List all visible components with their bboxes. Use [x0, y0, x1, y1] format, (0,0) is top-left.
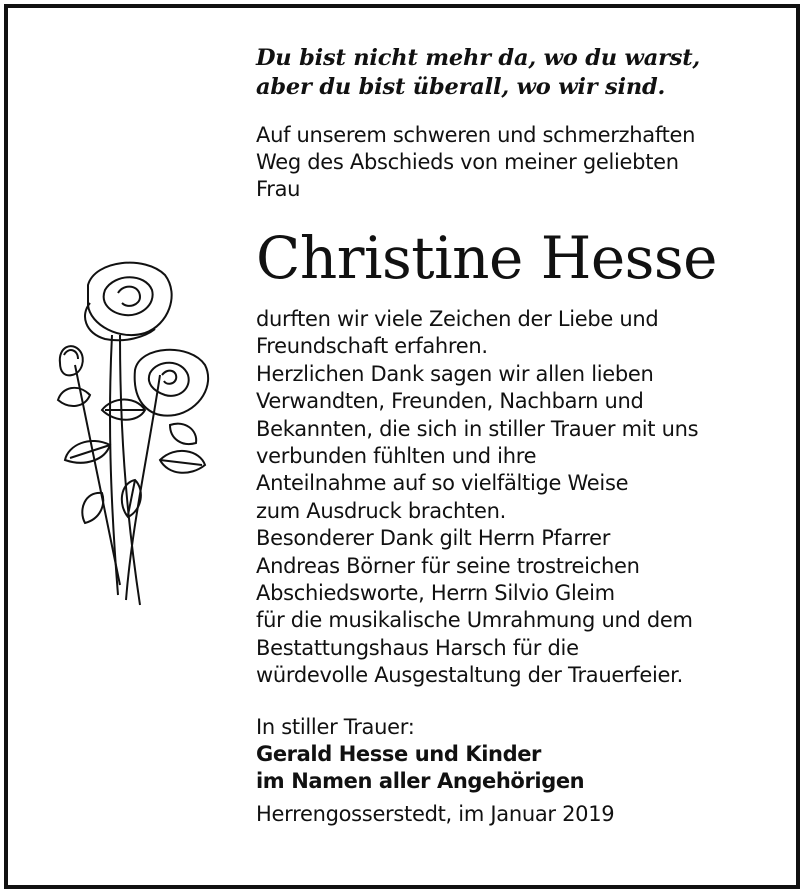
body-line: zum Ausdruck brachten. [256, 498, 506, 523]
place-date: Herrengosserstedt, im Januar 2019 [256, 801, 615, 826]
body-line: Anteilnahme auf so vielfältige Weise [256, 471, 629, 496]
body-line: für die musikalische Umrahmung und dem [256, 608, 693, 633]
mourners-line: im Namen aller Angehörigen [256, 768, 585, 793]
mourners-line: Gerald Hesse und Kinder [256, 741, 542, 766]
body-line: Freundschaft erfahren. [256, 334, 488, 359]
intro-text [256, 122, 796, 203]
body-line: Verwandten, Freunden, Nachbarn und [256, 389, 644, 414]
thanks-text [256, 306, 796, 690]
body-line: Bekannten, die sich in stiller Trauer mit uns [256, 416, 699, 441]
body-line: Besonderer Dank gilt Herrn Pfarrer [256, 526, 611, 551]
motto-line: aber du bist überall, wo wir sind. [256, 74, 666, 100]
body-line: Bestattungshaus Harsch für die [256, 635, 579, 660]
mourning-label: In stiller Trauer: [256, 714, 415, 739]
body-line: Andreas Börner für seine trostreichen [256, 553, 640, 578]
body-line: Abschiedsworte, Herrn Silvio Gleim [256, 581, 615, 606]
body-line: durften wir viele Zeichen der Liebe und [256, 307, 659, 331]
notice-content [256, 44, 796, 828]
rose-bouquet-illustration [50, 255, 220, 625]
intro-line: Auf unserem schweren und schmerzhaften [256, 123, 696, 147]
signoff [256, 714, 796, 828]
intro-line: Weg des Abschieds von meiner geliebten [256, 150, 679, 174]
body-line: Herzlichen Dank sagen wir allen lieben [256, 361, 654, 386]
body-line: verbunden fühlten und ihre [256, 444, 537, 469]
deceased-name: Christine Hesse [256, 224, 718, 292]
motto-quote [256, 44, 796, 102]
intro-line: Frau [256, 177, 301, 201]
motto-line: Du bist nicht mehr da, wo du warst, [256, 45, 701, 71]
body-line: würdevolle Ausgestaltung der Trauerfeier. [256, 663, 683, 688]
